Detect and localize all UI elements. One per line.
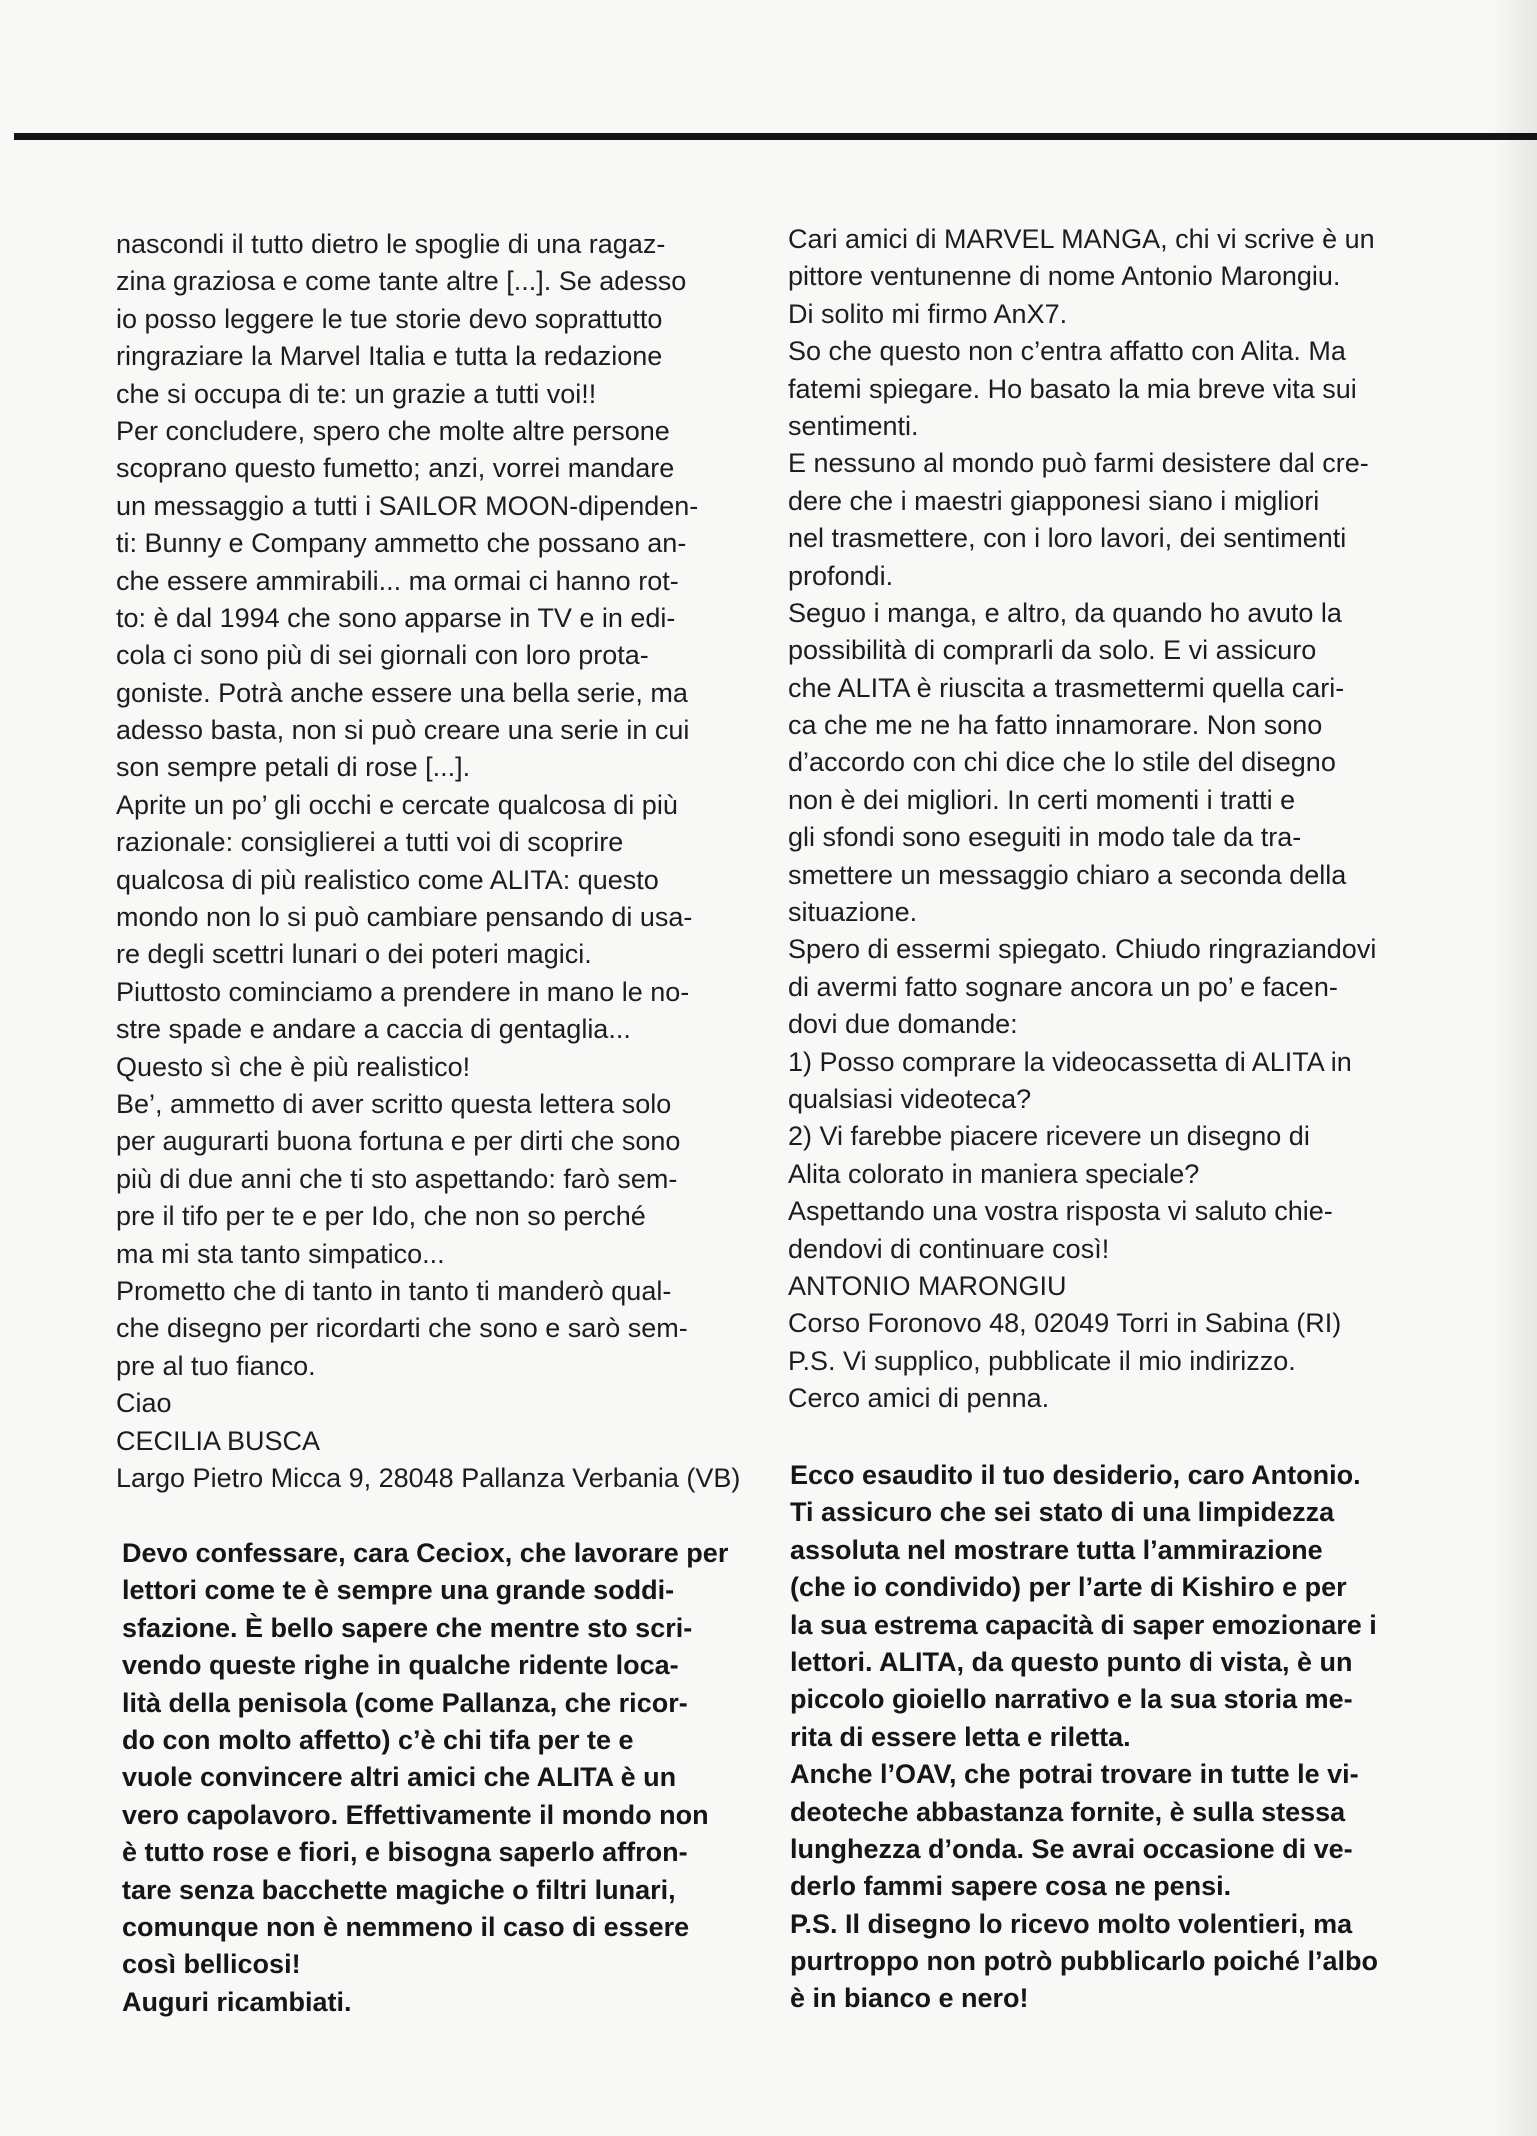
letter-line: Aprite un po’ gli occhi e cercate qualcosa di più <box>116 789 678 820</box>
reply-line: lità della penisola (come Pallanza, che ricor- <box>122 1687 688 1718</box>
letter-line: Largo Pietro Micca 9, 28048 Pallanza Verbania (VB) <box>116 1462 741 1493</box>
letter-line: Spero di essermi spiegato. Chiudo ringraziandovi <box>788 934 1377 965</box>
letter-line: sentimenti. <box>788 410 919 441</box>
letter-line: Corso Foronovo 48, 02049 Torri in Sabina (RI) <box>788 1308 1342 1339</box>
letter-line: So che questo non c’entra affatto con Alita. Ma <box>788 336 1346 367</box>
reply-line: assoluta nel mostrare tutta l’ammirazione <box>790 1534 1323 1565</box>
letter-line: pre al tuo fianco. <box>116 1350 316 1381</box>
letter-line: razionale: consiglierei a tutti voi di scoprire <box>116 827 624 858</box>
reply-line: vendo queste righe in qualche ridente loca- <box>122 1650 679 1681</box>
letter-line: Questo sì che è più realistico! <box>116 1051 471 1082</box>
letter-line: Prometto che di tanto in tanto ti manderò qual- <box>116 1275 672 1306</box>
letter-line: son sempre petali di rose [...]. <box>116 752 471 783</box>
letter-line: che si occupa di te: un grazie a tutti voi!! <box>116 378 597 409</box>
letter-line: P.S. Vi supplico, pubblicate il mio indirizzo. <box>788 1345 1296 1376</box>
letter-line: qualsiasi videoteca? <box>788 1083 1032 1114</box>
reply-line: Auguri ricambiati. <box>122 1986 352 2017</box>
letter-line: ma mi sta tanto simpatico... <box>116 1238 445 1269</box>
reply-line: vuole convincere altri amici che ALITA è un <box>122 1762 677 1793</box>
reply-line: comunque non è nemmeno il caso di essere <box>122 1911 690 1942</box>
letter-line: ringraziare la Marvel Italia e tutta la redazione <box>116 341 663 372</box>
letter-line: Piuttosto cominciamo a prendere in mano le no- <box>116 976 690 1007</box>
letter-line: fatemi spiegare. Ho basato la mia breve vita sui <box>788 373 1357 404</box>
letter-line: possibilità di comprarli da solo. E vi assicuro <box>788 635 1317 666</box>
letter-line: scoprano questo fumetto; anzi, vorrei mandare <box>116 453 675 484</box>
reply-line: così bellicosi! <box>122 1949 301 1980</box>
letter-line: stre spade e andare a caccia di gentaglia... <box>116 1014 631 1045</box>
letter-line: nascondi il tutto dietro le spoglie di una ragaz- <box>116 229 666 259</box>
letter-line: Be’, ammetto di aver scritto questa lettera solo <box>116 1088 672 1119</box>
reply-line: piccolo gioiello narrativo e la sua storia me- <box>790 1684 1353 1715</box>
reply-line: Ecco esaudito il tuo desiderio, caro Antonio. <box>790 1460 1361 1490</box>
letter-line: Ciao <box>116 1388 172 1419</box>
letter-line: 1) Posso comprare la videocassetta di ALITA in <box>788 1046 1352 1077</box>
reply-line: do con molto affetto) c’è chi tifa per te e <box>122 1724 634 1755</box>
letter-line: mondo non lo si può cambiare pensando di usa- <box>116 902 693 933</box>
reply-line: sfazione. È bello sapere che mentre sto scri- <box>122 1612 693 1643</box>
reply-line: rita di essere letta e riletta. <box>790 1721 1131 1752</box>
letter-line: dovi due domande: <box>788 1009 1018 1040</box>
letter-antonio-marongiu <box>788 221 1418 1418</box>
letter-line: goniste. Potrà anche essere una bella serie, ma <box>116 677 688 708</box>
letter-line: gli sfondi sono eseguiti in modo tale da tra- <box>788 822 1302 853</box>
reply-line: Devo confessare, cara Ceciox, che lavorare per <box>122 1538 729 1568</box>
letter-line: ANTONIO MARONGIU <box>788 1270 1067 1301</box>
letter-line: più di due anni che ti sto aspettando: farò sem- <box>116 1163 678 1194</box>
letter-line: E nessuno al mondo può farmi desistere dal cre- <box>788 448 1369 479</box>
letter-line: nel trasmettere, con i loro lavori, dei sentimenti <box>788 523 1347 554</box>
letter-line: smettere un messaggio chiaro a seconda della <box>788 859 1347 890</box>
letter-line: per augurarti buona fortuna e per dirti che sono <box>116 1126 681 1157</box>
reply-line: lunghezza d’onda. Se avrai occasione di ve- <box>790 1833 1353 1864</box>
reply-line: Anche l’OAV, che potrai trovare in tutte le vi- <box>790 1759 1359 1790</box>
letter-line: che ALITA è riuscita a trasmettermi quella cari- <box>788 672 1345 703</box>
letter-line: situazione. <box>788 897 918 928</box>
letter-line: Alita colorato in maniera speciale? <box>788 1158 1200 1189</box>
letter-line: CECILIA BUSCA <box>116 1425 321 1456</box>
letter-line: ca che me ne ha fatto innamorare. Non sono <box>788 710 1323 741</box>
reply-line: Ti assicuro che sei stato di una limpidezza <box>790 1497 1335 1528</box>
reply-line: vero capolavoro. Effettivamente il mondo non <box>122 1799 709 1830</box>
letter-line: Aspettando una vostra risposta vi saluto chie- <box>788 1196 1333 1227</box>
letter-line: qualcosa di più realistico come ALITA: questo <box>116 864 659 895</box>
letter-line: 2) Vi farebbe piacere ricevere un disegno di <box>788 1121 1310 1152</box>
letter-line: dendovi di continuare così! <box>788 1233 1110 1264</box>
letter-line: che disegno per ricordarti che sono e sarò sem- <box>116 1313 688 1344</box>
editor-reply-antonio <box>790 1457 1420 2018</box>
letter-cecilia-busca <box>116 226 746 1497</box>
reply-line: è tutto rose e fiori, e bisogna saperlo affron- <box>122 1837 688 1868</box>
letter-line: pittore ventunenne di nome Antonio Marongiu. <box>788 261 1341 292</box>
top-rule <box>14 133 1537 140</box>
letter-line: io posso leggere le tue storie devo soprattutto <box>116 303 663 334</box>
reply-line: derlo fammi sapere cosa ne pensi. <box>790 1871 1232 1902</box>
letter-line: cola ci sono più di sei giornali con loro prota- <box>116 640 649 671</box>
letter-line: zina graziosa e come tante altre [...]. Se adesso <box>116 266 687 297</box>
reply-line: tare senza bacchette magiche o filtri lunari, <box>122 1874 676 1905</box>
letter-line: adesso basta, non si può creare una serie in cui <box>116 715 690 746</box>
reply-line: la sua estrema capacità di saper emozionare i <box>790 1609 1377 1640</box>
letter-line: Di solito mi firmo AnX7. <box>788 298 1068 329</box>
letter-line: ti: Bunny e Company ammetto che possano an- <box>116 528 687 559</box>
letter-line: Cerco amici di penna. <box>788 1383 1050 1414</box>
reply-line: purtroppo non potrò pubblicarlo poiché l’albo <box>790 1946 1378 1977</box>
letter-line: dere che i maestri giapponesi siano i migliori <box>788 485 1320 516</box>
letter-line: Per concludere, spero che molte altre persone <box>116 415 670 446</box>
letter-line: Cari amici di MARVEL MANGA, chi vi scrive è un <box>788 224 1375 254</box>
letter-line: d’accordo con chi dice che lo stile del disegno <box>788 747 1336 778</box>
scan-edge-shadow <box>1491 0 1537 2136</box>
letter-line: profondi. <box>788 560 894 591</box>
letter-line: pre il tifo per te e per Ido, che non so perché <box>116 1201 646 1232</box>
editor-reply-cecilia <box>122 1535 752 2021</box>
letter-line: un messaggio a tutti i SAILOR MOON-dipenden- <box>116 490 699 521</box>
reply-line: lettori. ALITA, da questo punto di vista, è un <box>790 1646 1353 1677</box>
letter-line: di avermi fatto sognare ancora un po’ e facen- <box>788 971 1338 1002</box>
letter-line: che essere ammirabili... ma ormai ci hanno rot- <box>116 565 679 596</box>
reply-line: è in bianco e nero! <box>790 1983 1029 2014</box>
reply-line: P.S. Il disegno lo ricevo molto volentieri, ma <box>790 1908 1353 1939</box>
reply-line: lettori come te è sempre una grande soddi- <box>122 1575 675 1606</box>
letter-line: to: è dal 1994 che sono apparse in TV e in edi- <box>116 602 676 633</box>
letter-line: Seguo i manga, e altro, da quando ho avuto la <box>788 597 1342 628</box>
reply-line: (che io condivido) per l’arte di Kishiro e per <box>790 1572 1347 1603</box>
reply-line: deoteche abbastanza fornite, è sulla stessa <box>790 1796 1346 1827</box>
letter-line: non è dei migliori. In certi momenti i tratti e <box>788 784 1296 815</box>
letter-line: re degli scettri lunari o dei poteri magici. <box>116 939 592 970</box>
